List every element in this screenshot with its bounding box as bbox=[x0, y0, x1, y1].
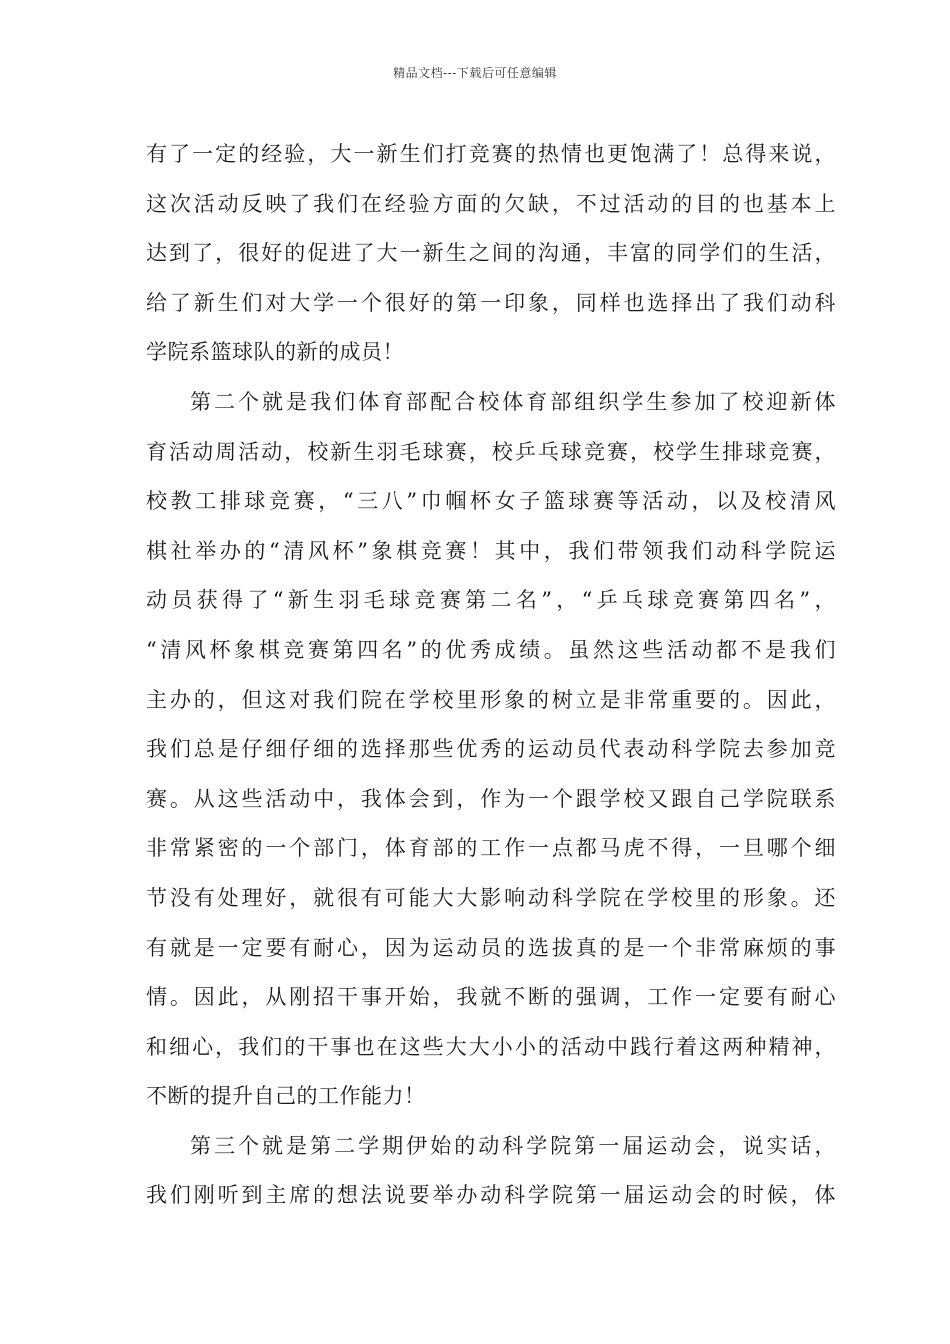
text-line: 这次活动反映了我们在经验方面的欠缺，不过活动的目的也基本上 bbox=[146, 191, 836, 216]
text-line: 学院系篮球队的新的成员！ bbox=[146, 340, 404, 365]
text-line: 和细心，我们的干事也在这些大大小小的活动中践行着这两种精神， bbox=[146, 1034, 836, 1059]
text-line: 我们刚听到主席的想法说要举办动科学院第一届运动会的时候，体 bbox=[146, 1183, 836, 1208]
text-line: 校教工排球竞赛，“三八”巾帼杯女子篮球赛等活动，以及校清风 bbox=[146, 489, 836, 514]
text-line: 棋社举办的“清风杯”象棋竞赛！其中，我们带领我们动科学院运 bbox=[146, 538, 836, 563]
text-line: 主办的，但这对我们院在学校里形象的树立是非常重要的。因此， bbox=[146, 687, 836, 712]
text-line: 我们总是仔细仔细的选择那些优秀的运动员代表动科学院去参加竞 bbox=[146, 737, 836, 762]
text-line: “清风杯象棋竞赛第四名”的优秀成绩。虽然这些活动都不是我们 bbox=[146, 637, 836, 662]
text-line: 给了新生们对大学一个很好的第一印象，同样也选择出了我们动科 bbox=[146, 290, 836, 315]
paragraph-first-line: 第三个就是第二学期伊始的动科学院第一届运动会，说实话， bbox=[190, 1133, 836, 1158]
text-line: 育活动周活动，校新生羽毛球赛，校乒乓球竞赛，校学生排球竞赛， bbox=[146, 439, 836, 464]
paragraph-first-line: 第二个就是我们体育部配合校体育部组织学生参加了校迎新体 bbox=[190, 389, 836, 414]
text-line: 有就是一定要有耐心，因为运动员的选拔真的是一个非常麻烦的事 bbox=[146, 935, 836, 960]
page-header: 精品文档---下载后可任意编辑 bbox=[393, 66, 557, 80]
text-line: 动员获得了“新生羽毛球竞赛第二名”，“乒乓球竞赛第四名”， bbox=[146, 588, 836, 613]
text-line: 有了一定的经验，大一新生们打竞赛的热情也更饱满了！总得来说， bbox=[146, 142, 836, 166]
document-body bbox=[146, 130, 836, 1221]
text-line: 情。因此，从刚招干事开始，我就不断的强调，工作一定要有耐心 bbox=[146, 985, 836, 1010]
text-line: 节没有处理好，就很有可能大大影响动科学院在学校里的形象。还 bbox=[146, 885, 836, 910]
text-line: 达到了，很好的促进了大一新生之间的沟通，丰富的同学们的生活， bbox=[146, 241, 836, 266]
text-line: 赛。从这些活动中，我体会到，作为一个跟学校又跟自己学院联系 bbox=[146, 786, 836, 811]
text-line: 不断的提升自己的工作能力！ bbox=[146, 1084, 426, 1109]
text-line: 非常紧密的一个部门，体育部的工作一点都马虎不得，一旦哪个细 bbox=[146, 836, 836, 861]
